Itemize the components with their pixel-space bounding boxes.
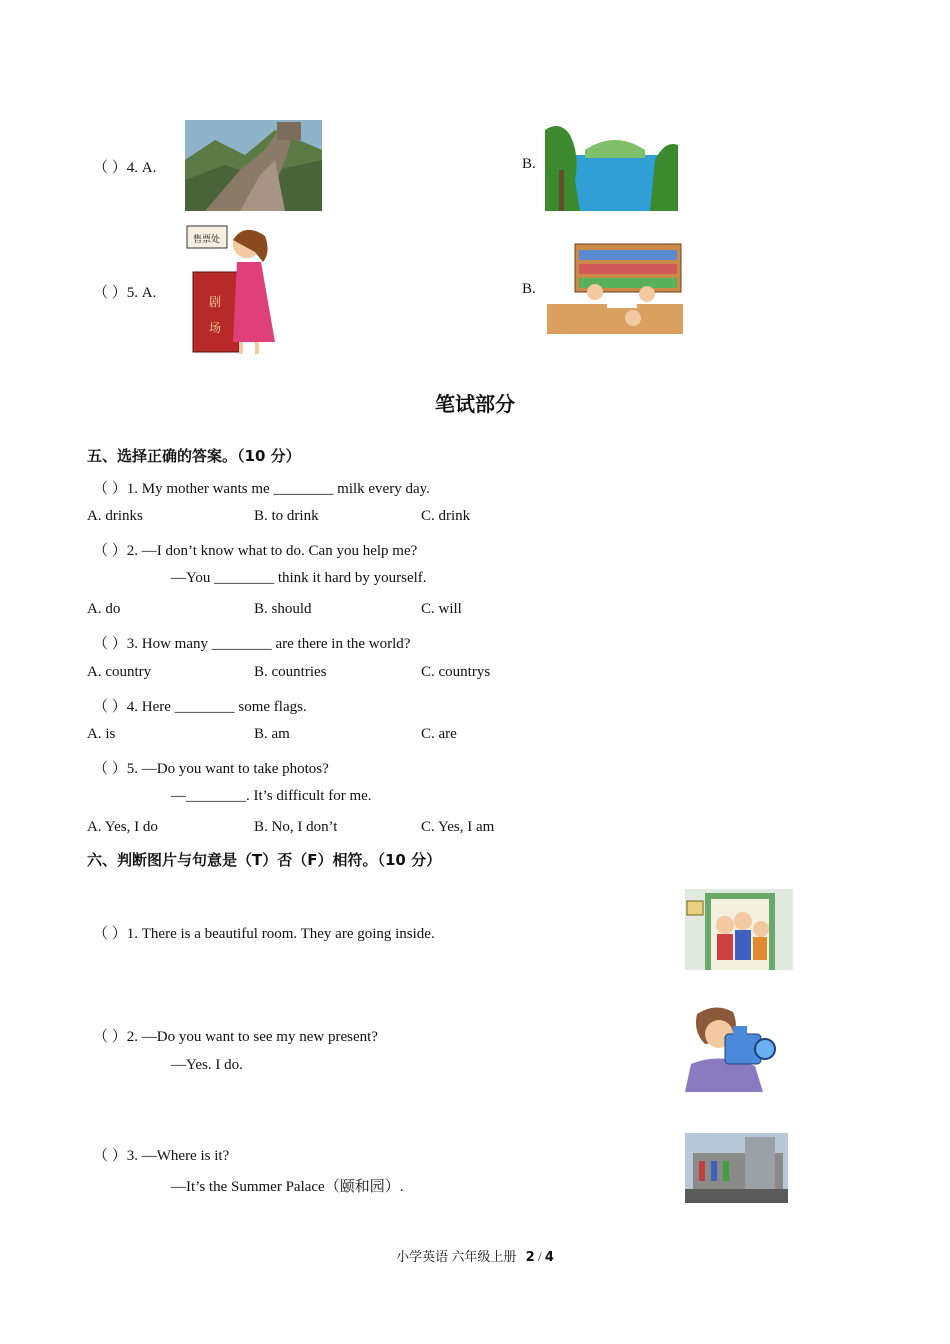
s5-q5-follow: —________. It’s difficult for me.	[171, 788, 372, 804]
s5-q1-option-c: C. drink	[421, 508, 471, 524]
s5-q2-option-c: C. will	[421, 601, 462, 617]
s5-q1-option-b: B. to drink	[254, 508, 319, 524]
s5-q5-option-a: A. Yes, I do	[87, 819, 158, 835]
s5-q1-option-a: A. drinks	[87, 508, 143, 524]
library-picture	[547, 242, 683, 334]
s5-q2-option-b: B. should	[254, 601, 312, 617]
s5-q5-stem: （ ）5. —Do you want to take photos?	[93, 761, 329, 777]
page-footer	[0, 1246, 950, 1265]
footer-text: 小学英语 六年级上册	[396, 1249, 517, 1264]
s5-q1-stem: （ ）1. My mother wants me ________ milk every day.	[93, 481, 430, 497]
theatre-ticket-office-picture	[185, 222, 277, 356]
s5-q2-follow: —You ________ think it hard by yourself.	[171, 570, 427, 586]
question-5-label: （ ）5. A.	[93, 285, 157, 301]
building-picture	[685, 1133, 788, 1203]
children-at-door-picture	[685, 889, 793, 970]
footer-page-total: 4	[544, 1250, 554, 1265]
question-5-option-b: B.	[522, 281, 536, 297]
s5-q3-option-a: A. country	[87, 664, 152, 680]
footer-page-number: 2	[525, 1250, 535, 1265]
section-6-heading: 六、判断图片与句意是（T）否（F）相符。（10 分）	[87, 851, 442, 869]
s5-q4-option-b: B. am	[254, 726, 290, 742]
written-part-title: 笔试部分	[435, 392, 515, 416]
question-4-label: （ ）4. A.	[93, 160, 157, 176]
s6-item-2-line1: （ ）2. —Do you want to see my new present?	[93, 1029, 378, 1045]
s5-q3-option-c: C. countrys	[421, 664, 491, 680]
s6-item-2-line2: —Yes. I do.	[171, 1057, 243, 1073]
s5-q3-option-b: B. countries	[254, 664, 327, 680]
s5-q4-stem: （ ）4. Here ________ some flags.	[93, 699, 307, 715]
s5-q4-option-a: A. is	[87, 726, 116, 742]
s5-q4-option-c: C. are	[421, 726, 457, 742]
theatre-sign-char-1: 剧	[209, 295, 222, 309]
s6-item-3-line1: （ ）3. —Where is it?	[93, 1148, 230, 1164]
s6-item-3-line2: —It’s the Summer Palace（颐和园）.	[171, 1179, 404, 1195]
s5-q5-option-c: C. Yes, I am	[421, 819, 495, 835]
s5-q2-stem: （ ）2. —I don’t know what to do. Can you help me?	[93, 543, 418, 559]
question-4-option-b: B.	[522, 156, 536, 172]
footer-separator: /	[537, 1249, 542, 1264]
camera-picture	[685, 1004, 778, 1092]
ticket-office-sign: 售票处	[193, 235, 221, 245]
s6-item-1-line1: （ ）1. There is a beautiful room. They are going inside.	[93, 926, 435, 942]
section-5-heading: 五、选择正确的答案。（10 分）	[87, 447, 301, 465]
s5-q5-option-b: B. No, I don’t	[254, 819, 338, 835]
theatre-sign-char-2: 场	[209, 321, 222, 335]
s5-q2-option-a: A. do	[87, 601, 121, 617]
great-wall-picture	[185, 120, 322, 211]
s5-q3-stem: （ ）3. How many ________ are there in the world?	[93, 636, 411, 652]
lake-picture	[545, 120, 678, 211]
